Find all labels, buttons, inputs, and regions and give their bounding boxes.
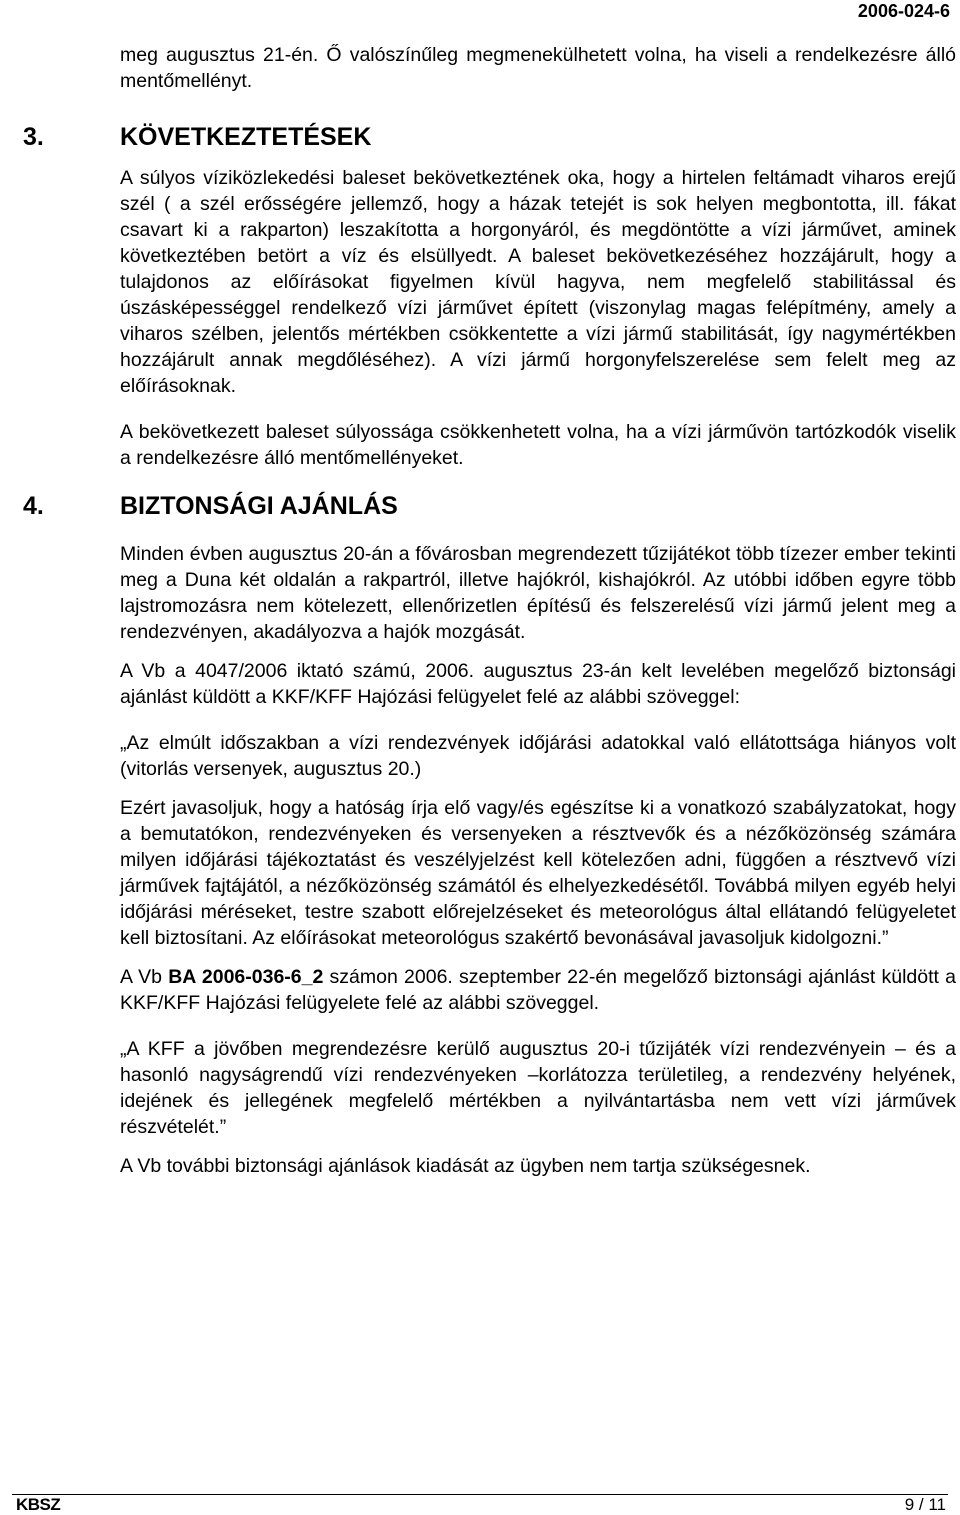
recommendation-paragraph-3	[120, 964, 956, 1016]
recommendation-paragraph-4: A Vb további biztonsági ajánlások kiadását az ügyben nem tartja szükségesnek.	[120, 1155, 811, 1177]
recommendation-paragraph-2: A Vb a 4047/2006 iktató számú, 2006. augusztus 23-án kelt levelében megelőző biztonsági ajánlást küldött a KKF/KFF Hajózási felügyelet felé az alábbi szöveggel:	[120, 660, 956, 708]
recommendation-paragraph-1: Minden évben augusztus 20-án a fővárosban megrendezett tűzijátékot több tízezer ember tekinti meg a Duna két oldalán a rakpartról, illetve hajókról, kishajókról. Az utóbbi időben egyre több lajstromozásra nem kötelezett, ellenőrizetlen építésű és felszerelésű vízi jármű jelent meg a rendezvényen, akadályozva a hajók mozgását.	[120, 543, 956, 643]
intro-paragraph: meg augusztus 21-én. Ő valószínűleg megmenekülhetett volna, ha viseli a rendelkezésre álló mentőmellényt.	[120, 44, 956, 92]
document-body	[23, 42, 956, 1179]
page-number: 9 / 11	[904, 1495, 946, 1514]
document-reference: 2006-024-6	[857, 1, 950, 21]
recommendation-quote-1: „Az elmúlt időszakban a vízi rendezvények időjárási adatokkal való ellátottsága hiányos volt (vitorlás versenyek, augusztus 20.)	[120, 732, 956, 780]
conclusion-paragraph-2: A bekövetkezett baleset súlyossága csökkenhetett volna, ha a vízi járművön tartózkodók viselik a rendelkezésre álló mentőmellényeket.	[120, 421, 956, 469]
footer-divider	[12, 1494, 948, 1495]
reference-number: BA 2006-036-6_2	[168, 966, 324, 988]
recommendation-quote-2: Ezért javasoljuk, hogy a hatóság írja elő vagy/és egészítse ki a vonatkozó szabályzatokat, hogy a bemutatókon, rendezvényeken és versenyeken a résztvevők és a nézőközönség számára milyen időjárási tájékoztatást és veszélyjelzést kell kötelezően adni, függően a résztvevő vízi járművek fajtájától, a nézőközönség számától és elhelyezkedésétől. Továbbá milyen egyéb helyi időjárási méréseket, testre szabott előrejelzéseket és meteorológus által ellátandó felügyeletet kell biztosítani. Az előírásokat meteorológus szakértő bevonásával javasoljuk kidolgozni.”	[120, 797, 956, 949]
kbsz-logo: KBSZ	[16, 1495, 61, 1514]
section-3-heading	[23, 122, 956, 152]
text-run: A Vb	[120, 966, 169, 988]
section-3-number: 3.	[23, 123, 44, 151]
recommendation-quote-3: „A KFF a jövőben megrendezésre kerülő augusztus 20-i tűzijáték vízi rendezvényein – és a hasonló nagyságrendű vízi rendezvényeken –korlátozza területileg, a rendezvény helyének, idejének és jellegének megfelelő mértékben a nyilvántartásba nem vett vízi járművek részvételét.”	[120, 1038, 956, 1138]
section-4-number: 4.	[23, 492, 44, 520]
text-run: számon 2006. szeptember 22-én megelőző biztonsági ajánlást küldött a KKF/KFF Hajózási felügyelete felé az alábbi szöveggel.	[120, 966, 956, 1014]
section-4-heading	[23, 491, 956, 521]
section-4-title: BIZTONSÁGI AJÁNLÁS	[120, 492, 398, 520]
conclusion-paragraph-1: A súlyos víziközlekedési baleset bekövetkeztének oka, hogy a hirtelen feltámadt viharos erejű szél ( a szél erősségére jellemző, hogy a házak tetejét is sok helyen megbontotta, ill. fákat csavart ki a rakparton) leszakította a horgonyáról, és megdöntötte a vízi járművet, aminek következtében betört a víz és elsüllyedt. A baleset bekövetkezéséhez hozzájárult, hogy a tulajdonos az előírásokat figyelmen kívül hagyva, nem megfelelő stabilitással és úszásképességgel rendelkező vízi járművet épített (viszonylag magas felépítmény, amely a viharos szélben, jelentős mértékben csökkentette a vízi jármű stabilitását, így nagymértékben hozzájárult annak megdőléséhez). A vízi jármű horgonyfelszerelése sem felelt meg az előírásoknak.	[120, 167, 956, 397]
section-3-title: KÖVETKEZTETÉSEK	[120, 123, 372, 151]
